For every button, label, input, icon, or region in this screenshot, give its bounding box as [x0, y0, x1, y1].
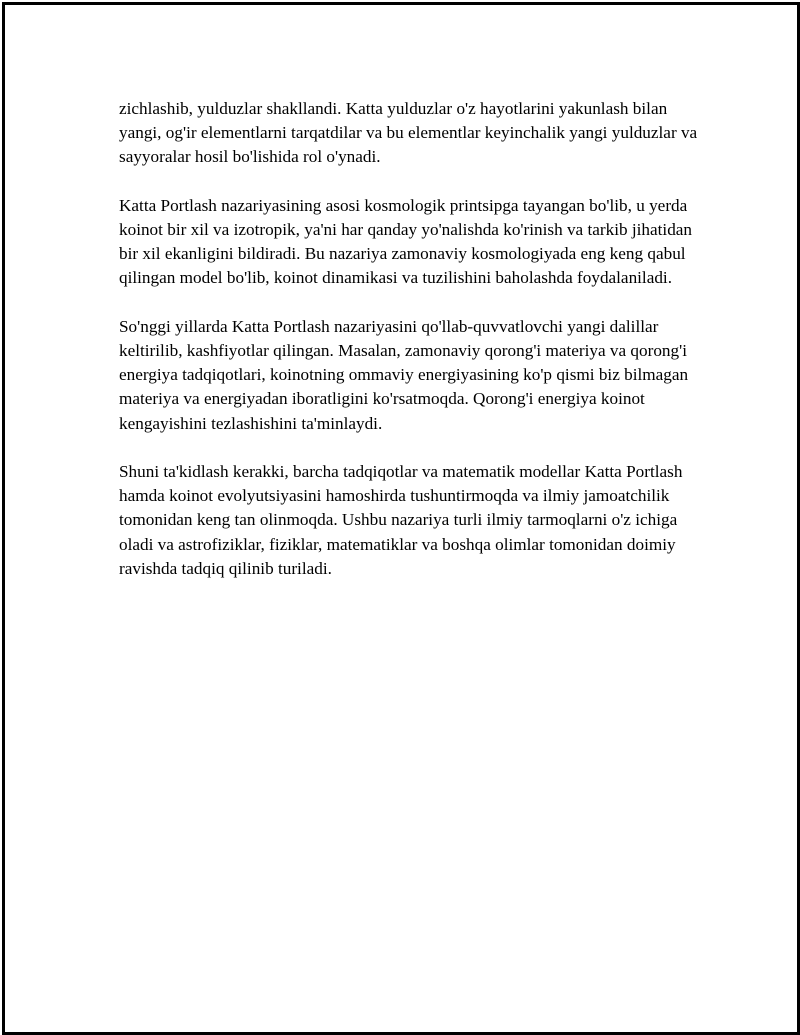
page-frame: [2, 2, 800, 1035]
document-body: [119, 97, 699, 605]
paragraph-3: So'nggi yillarda Katta Portlash nazariyasini qo'llab-quvvatlovchi yangi dalillar keltirilib, kashfiyotlar qilingan. Masalan, zamonaviy qorong'i materiya va qorong'i energiya tadqiqotlari, koinotning ommaviy energiyasining ko'p qismi biz bilmagan materiya va energiyadan iboratligini ko'rsatmoqda. Qorong'i energiya koinot kengayishini tezlashishini ta'minlaydi.: [119, 316, 689, 433]
paragraph-2: Katta Portlash nazariyasining asosi kosmologik printsipga tayangan bo'lib, u yerda koinot bir xil va izotropik, ya'ni har qanday yo'nalishda ko'rinish va tarkib jihatidan bir xil ekanligini bildiradi. Bu nazariya zamonaviy kosmologiyada eng keng qabul qilingan model bo'lib, koinot dinamikasi va tuzilishini baholashda foydalaniladi.: [119, 195, 693, 288]
paragraph-4: Shuni ta'kidlash kerakki, barcha tadqiqotlar va matematik modellar Katta Portlash hamda koinot evolyutsiyasini hamoshirda tushuntirmoqda va ilmiy jamoatchilik tomonidan keng tan olinmoqda. Ushbu nazariya turli ilmiy tarmoqlarni o'z ichiga oladi va astrofiziklar, fiziklar, matematiklar va boshqa olimlar tomonidan doimiy ravishda tadqiq qilinib turiladi.: [119, 462, 683, 578]
paragraph-1: zichlashib, yulduzlar shakllandi. Katta yulduzlar o'z hayotlarini yakunlash bilan yangi, og'ir elementlarni tarqatdilar va bu elementlar keyinchalik yangi yulduzlar va sayyoralar hosil bo'lishida rol o'ynadi.: [119, 99, 698, 167]
